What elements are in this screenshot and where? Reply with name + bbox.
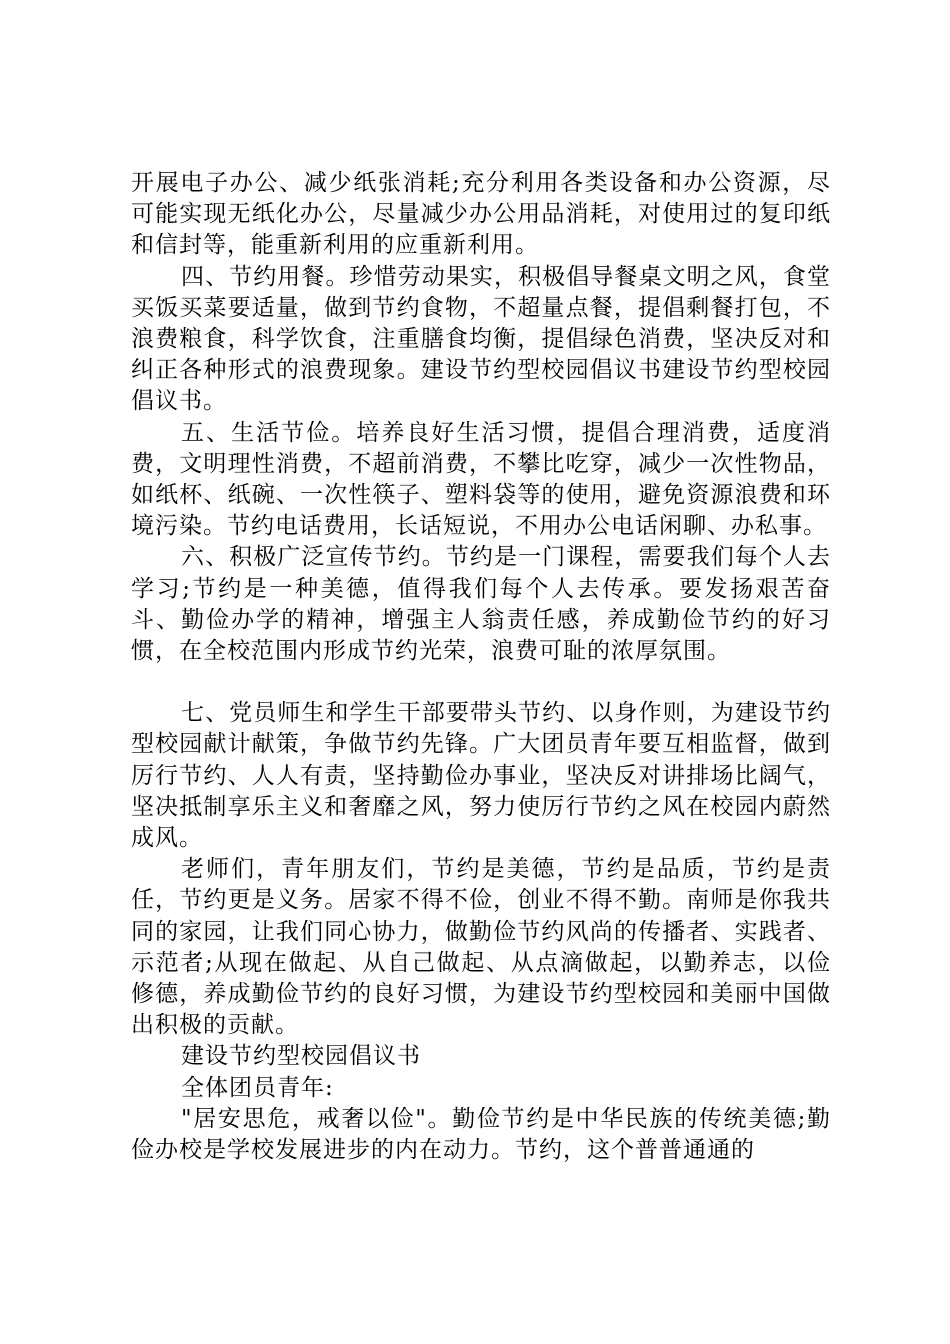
paragraph-office-saving: 开展电子办公、减少纸张消耗;充分利用各类设备和办公资源，尽可能实现无纸化办公，尽量减少办公用品消耗，对使用过的复印纸和信封等，能重新利用的应重新利用。 <box>131 170 831 259</box>
paragraph-meal-saving: 四、节约用餐。珍惜劳动果实，积极倡导餐桌文明之风，食堂买饭买菜要适量，做到节约食物，不超量点餐，提倡剩餐打包，不浪费粮食，科学饮食，注重膳食均衡，提倡绿色消费，坚决反对和纠正各种形式的浪费现象。建设节约型校园倡议书建设节约型校园倡议书。 <box>131 263 831 415</box>
paragraph-frugal-living: 五、生活节俭。培养良好生活习惯，提倡合理消费，适度消费，文明理性消费，不超前消费，不攀比吃穿，减少一次性物品，如纸杯、纸碗、一次性筷子、塑料袋等的使用，避免资源浪费和环境污染。节约电话费用，长话短说，不用办公电话闲聊、办私事。 <box>131 419 831 540</box>
paragraph-promote-saving: 六、积极广泛宣传节约。节约是一门课程，需要我们每个人去学习;节约是一种美德，值得我们每个人去传承。要发扬艰苦奋斗、勤俭办学的精神，增强主人翁责任感，养成勤俭节约的好习惯，在全校范围内形成节约光荣，浪费可耻的浓厚氛围。 <box>131 544 831 665</box>
paragraph-opening: "居安思危，戒奢以俭"。勤俭节约是中华民族的传统美德;勤俭办校是学校发展进步的内在动力。节约，这个普普通通的 <box>131 1105 831 1164</box>
paragraph-proposal-title: 建设节约型校园倡议书 <box>181 1043 421 1070</box>
paragraph-closing-appeal: 老师们，青年朋友们，节约是美德，节约是品质，节约是责任，节约更是义务。居家不得不俭，创业不得不勤。南师是你我共同的家园，让我们同心协力，做勤俭节约风尚的传播者、实践者、示范者;从现在做起、从自己做起、从点滴做起，以勤养志，以俭修德，养成勤俭节约的良好习惯，为建设节约型校园和美丽中国做出积极的贡献。 <box>131 856 831 1039</box>
paragraph-party-members-lead: 七、党员师生和学生干部要带头节约、以身作则，为建设节约型校园献计献策，争做节约先锋。广大团员青年要互相监督，做到厉行节约、人人有责，坚持勤俭办事业，坚决反对讲排场比阔气，坚决抵制享乐主义和奢靡之风，努力使厉行节约之风在校园内蔚然成风。 <box>131 700 831 852</box>
paragraph-salutation: 全体团员青年: <box>181 1074 334 1101</box>
document-body <box>131 168 831 1166</box>
